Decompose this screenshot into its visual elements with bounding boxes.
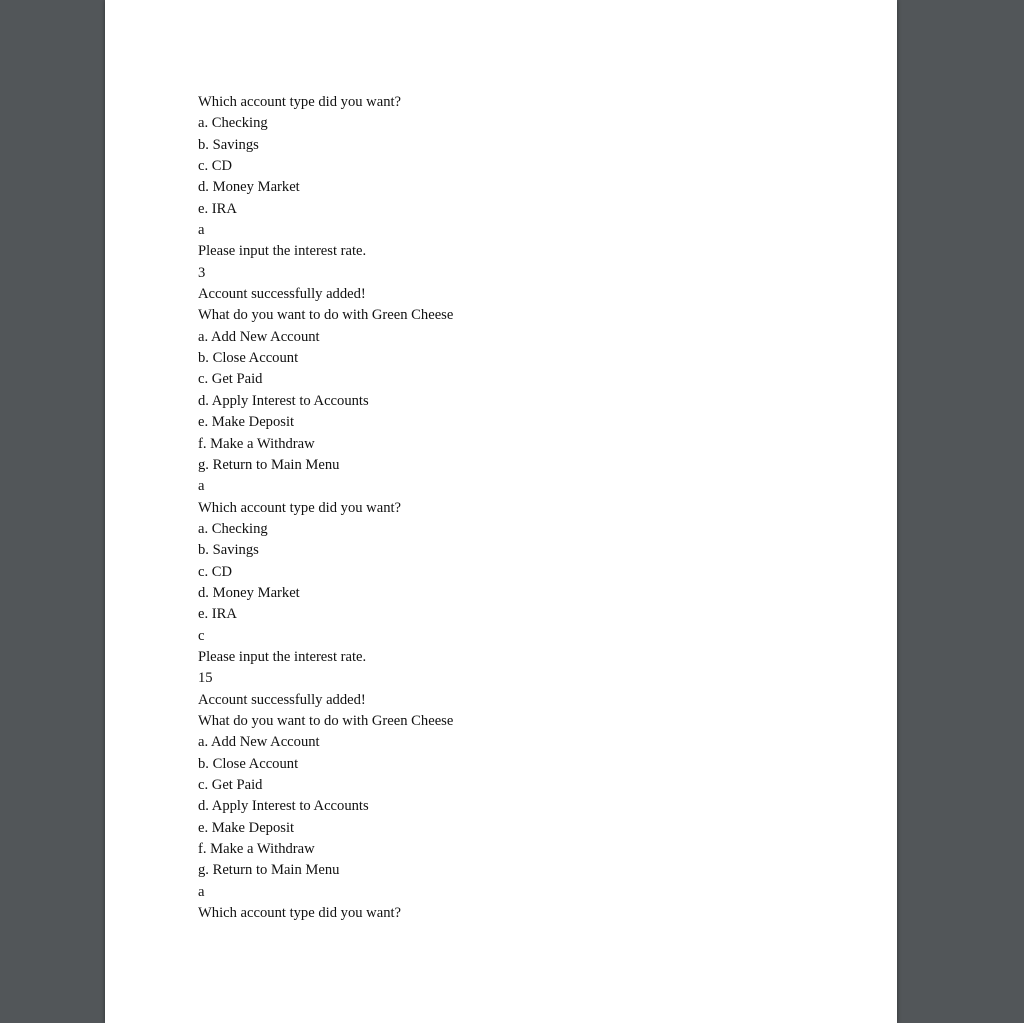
- document-line: f. Make a Withdraw: [198, 435, 315, 452]
- document-line: e. IRA: [198, 606, 237, 623]
- document-line: c. CD: [198, 563, 233, 580]
- document-line: a. Add New Account: [198, 328, 320, 345]
- document-line: f. Make a Withdraw: [198, 841, 315, 858]
- document-line: 3: [198, 264, 206, 281]
- document-line: c: [198, 627, 205, 644]
- document-line: c. Get Paid: [198, 371, 263, 388]
- document-line: Account successfully added!: [198, 691, 366, 708]
- document-line: d. Apply Interest to Accounts: [198, 392, 369, 409]
- document-line: b. Close Account: [198, 350, 299, 367]
- document-line: Please input the interest rate.: [198, 648, 367, 665]
- document-line: c. Get Paid: [198, 777, 263, 793]
- document-line: 15: [198, 670, 213, 687]
- document-line: b. Savings: [198, 136, 259, 153]
- document-line: g. Return to Main Menu: [198, 456, 340, 473]
- document-line: a. Checking: [198, 520, 268, 537]
- document-line: a: [198, 478, 205, 495]
- document-line: Account successfully added!: [198, 286, 366, 303]
- document-line: e. Make Deposit: [198, 819, 295, 836]
- document-line: e. IRA: [198, 200, 237, 217]
- document-page: [105, 0, 897, 1023]
- document-line: d. Money Market: [198, 584, 300, 601]
- document-line: a: [198, 883, 205, 900]
- document-line: g. Return to Main Menu: [198, 862, 340, 879]
- document-line: b. Savings: [198, 542, 259, 559]
- document-line: c. CD: [198, 158, 233, 175]
- document-line: a. Add New Account: [198, 734, 320, 751]
- document-line: a: [198, 222, 205, 239]
- document-line: Which account type did you want?: [198, 94, 402, 110]
- document-line: d. Money Market: [198, 179, 300, 196]
- document-line: a. Checking: [198, 115, 268, 132]
- document-line: Please input the interest rate.: [198, 243, 367, 260]
- document-line: b. Close Account: [198, 755, 299, 772]
- document-line: What do you want to do with Green Cheese: [198, 712, 454, 729]
- document-line: e. Make Deposit: [198, 414, 295, 431]
- document-line: Which account type did you want?: [198, 499, 402, 516]
- document-content: [198, 92, 838, 924]
- document-line: Which account type did you want?: [198, 905, 402, 922]
- document-line: d. Apply Interest to Accounts: [198, 798, 369, 815]
- document-line: What do you want to do with Green Cheese: [198, 307, 454, 324]
